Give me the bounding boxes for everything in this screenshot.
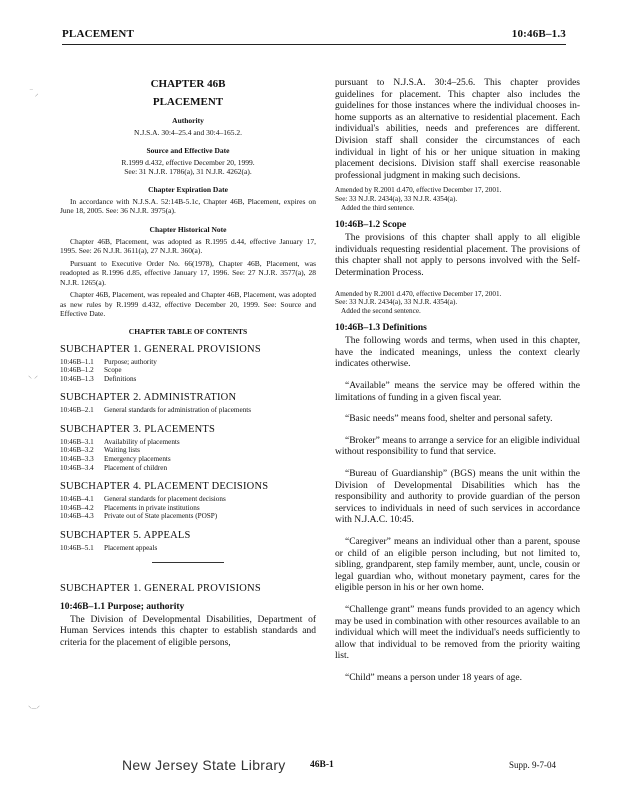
header-title: PLACEMENT (62, 28, 135, 40)
library-watermark: New Jersey State Library (122, 757, 286, 773)
toc-subchapter-title: SUBCHAPTER 5. APPEALS (60, 530, 191, 542)
section-text: The following words and terms, when used in this chapter, have the indicated meanings, unless the context clearly indicates otherwise. (335, 336, 580, 370)
toc-item-number: 10:46B–4.1 (60, 495, 94, 504)
toc-group (60, 481, 316, 521)
amendment-note: Added the third sentence. (341, 203, 415, 212)
toc-subchapter-title: SUBCHAPTER 2. ADMINISTRATION (60, 392, 237, 404)
amendment-note: Amended by R.2001 d.470, effective December 17, 2001. (335, 289, 502, 298)
toc-subchapter-title: SUBCHAPTER 3. PLACEMENTS (60, 423, 216, 435)
toc-item-number: 10:46B–1.3 (60, 374, 94, 383)
source-text: See: 31 N.J.R. 1786(a), 31 N.J.R. 4262(a). (124, 167, 252, 176)
section-text: The Division of Developmental Disabilities, Department of Human Services intends this chapter to establish standards and criteria for the placement of eligible persons, (60, 614, 316, 648)
definition: “Child” means a person under 18 years of age. (345, 672, 523, 683)
toc-item-number: 10:46B–4.2 (60, 503, 94, 512)
section-text: The provisions of this chapter shall apply to all eligible individuals requesting residential placement. The provisions of this chapter shall not apply to persons involved with the Self-Determination Process. (335, 233, 580, 278)
toc-item-number: 10:46B–4.3 (60, 512, 94, 521)
toc-item-title: Placements in private institutions (104, 503, 200, 512)
toc-item[interactable] (60, 406, 316, 415)
toc-item-title: Placement appeals (104, 544, 158, 553)
toc-item[interactable] (60, 446, 316, 455)
historical-heading: Chapter Historical Note (149, 224, 227, 234)
toc-item[interactable] (60, 438, 316, 447)
subchapter-heading: SUBCHAPTER 1. GENERAL PROVISIONS (60, 582, 261, 594)
chapter-name: PLACEMENT (152, 96, 224, 108)
definition: “Bureau of Guardianship” (BGS) means the unit within the Division of Developmental Disabilities which has the responsibility and authority to provide guardian of the person services to individuals in need of such services in accordance with N.J.A.C. 10:45. (335, 469, 580, 526)
toc-item-title: Scope (104, 366, 122, 375)
toc-item[interactable] (60, 464, 316, 473)
left-column (60, 78, 316, 653)
toc-heading: CHAPTER TABLE OF CONTENTS (128, 326, 248, 336)
toc-item-number: 10:46B–1.2 (60, 366, 94, 375)
historical-note: Pursuant to Executive Order No. 66(1978), Chapter 46B, Placement, was readopted as R.1996 d.85, effective January 17, 1996. See: 27 N.J.R. 3577(a), 28 N.J.R. 1265(a). (60, 258, 316, 287)
header-rule (62, 44, 566, 45)
source-heading: Source and Effective Date (146, 145, 230, 155)
toc-item-title: Purpose; authority (104, 357, 157, 366)
divider (152, 562, 224, 563)
definition: “Caregiver” means an individual other than a parent, spouse or child of an eligible person including, but not limited to, sibling, grandparent, step family member, aunt, uncle, cousin or legal guardian who, without monetary payment, cares for the eligible person in his or her own home. (335, 537, 580, 594)
toc-group (60, 530, 316, 553)
supplement-date: Supp. 9-7-04 (509, 760, 556, 770)
definition: “Broker” means to arrange a service for an eligible individual without responsibility to fund that service. (335, 435, 580, 458)
expiration-heading: Chapter Expiration Date (148, 184, 228, 194)
authority-text: N.J.S.A. 30:4–25.4 and 30:4–165.2. (134, 128, 242, 137)
toc-item-number: 10:46B–1.1 (60, 357, 94, 366)
definition: “Available” means the service may be offered within the limitations of funding in a given fiscal year. (335, 381, 580, 403)
amendment-note: Amended by R.2001 d.470, effective December 17, 2001. (335, 186, 502, 195)
section-heading: 10:46B–1.3 Definitions (335, 323, 427, 334)
right-column (335, 78, 580, 695)
running-header (62, 28, 566, 44)
toc-item-number: 10:46B–2.1 (60, 406, 94, 415)
authority-heading: Authority (172, 116, 204, 125)
expiration-text: In accordance with N.J.S.A. 52:14B-5.1c, Chapter 46B, Placement, expires on June 18, 2005. See: 36 N.J.R. 3975(a). (60, 196, 316, 215)
amendment-note: See: 33 N.J.R. 2434(a), 33 N.J.R. 4354(a). (335, 298, 458, 307)
toc-item-title: Waiting lists (104, 446, 140, 455)
amendment-note: See: 33 N.J.R. 2434(a), 33 N.J.R. 4354(a). (335, 194, 458, 203)
toc-item[interactable] (60, 495, 316, 504)
definition: “Basic needs” means food, shelter and personal safety. (345, 414, 553, 425)
toc-item-number: 10:46B–3.3 (60, 455, 94, 464)
toc-item-number: 10:46B–3.1 (60, 437, 94, 446)
toc-item[interactable] (60, 544, 316, 553)
section-heading: 10:46B–1.1 Purpose; authority (60, 601, 185, 612)
toc-item-number: 10:46B–3.2 (60, 446, 94, 455)
historical-note: Chapter 46B, Placement, was adopted as R.1995 d.44, effective January 17, 1995. See: 26 N.J.R. 3611(a), 27 N.J.R. 360(a). (60, 236, 316, 255)
margin-mark: ⸜_⸝ (28, 701, 40, 710)
header-section-number: 10:46B–1.3 (511, 28, 566, 40)
toc-item[interactable] (60, 455, 316, 464)
toc-subchapter-title: SUBCHAPTER 4. PLACEMENT DECISIONS (60, 481, 269, 493)
toc-item-title: General standards for administration of placements (104, 406, 252, 415)
toc-item[interactable] (60, 366, 316, 375)
margin-mark: ‾ ⸝ (30, 89, 39, 98)
toc-item[interactable] (60, 358, 316, 367)
chapter-number: CHAPTER 46B (150, 78, 226, 90)
toc-item-title: Private out of State placements (POSP) (104, 512, 218, 521)
toc-item-title: Placement of children (104, 463, 168, 472)
page-number: 46B-1 (310, 760, 334, 770)
toc-item-title: Emergency placements (104, 455, 171, 464)
margin-mark: ⸜ ⸝ (28, 371, 38, 380)
amendment-note: Added the second sentence. (341, 306, 421, 315)
definition: “Challenge grant” means funds provided to an agency which may be used in combination with other resources available to an individual which will meet the individual's needs sufficiently to allow that individual to be removed from the priority waiting list. (335, 604, 580, 662)
toc-item-number: 10:46B–5.1 (60, 544, 94, 553)
toc-item-title: Definitions (104, 374, 137, 383)
toc-item-title: Availability of placements (104, 437, 180, 446)
source-text: R.1999 d.432, effective December 20, 1999. (121, 157, 255, 167)
toc-group (60, 424, 316, 472)
toc-item-title: General standards for placement decisions (104, 495, 226, 504)
toc-item[interactable] (60, 375, 316, 384)
toc-item[interactable] (60, 512, 316, 521)
toc-item[interactable] (60, 504, 316, 513)
toc-group (60, 344, 316, 384)
toc-item-number: 10:46B–3.4 (60, 463, 94, 472)
section-text: pursuant to N.J.S.A. 30:4–25.6. This chapter provides guidelines for placement. This chapter also includes the guidelines for those instances where the individual chooses in-home supports as an alternative to residential placement. Each individual's abilities, needs and preferences are different. Division staff shall consider the circumstances of each individual in light of his or her unique situation in making placement decisions. Division staff shall exercise reasonable professional judgment in making such decisions. (335, 78, 580, 181)
historical-note: Chapter 46B, Placement, was repealed and Chapter 46B, Placement, was adopted as new rules by R.1999 d.432, effective December 20, 1999. See: Source and Effective Date. (60, 290, 316, 318)
toc-group (60, 392, 316, 415)
section-heading: 10:46B–1.2 Scope (335, 220, 407, 231)
toc-subchapter-title: SUBCHAPTER 1. GENERAL PROVISIONS (60, 343, 261, 355)
